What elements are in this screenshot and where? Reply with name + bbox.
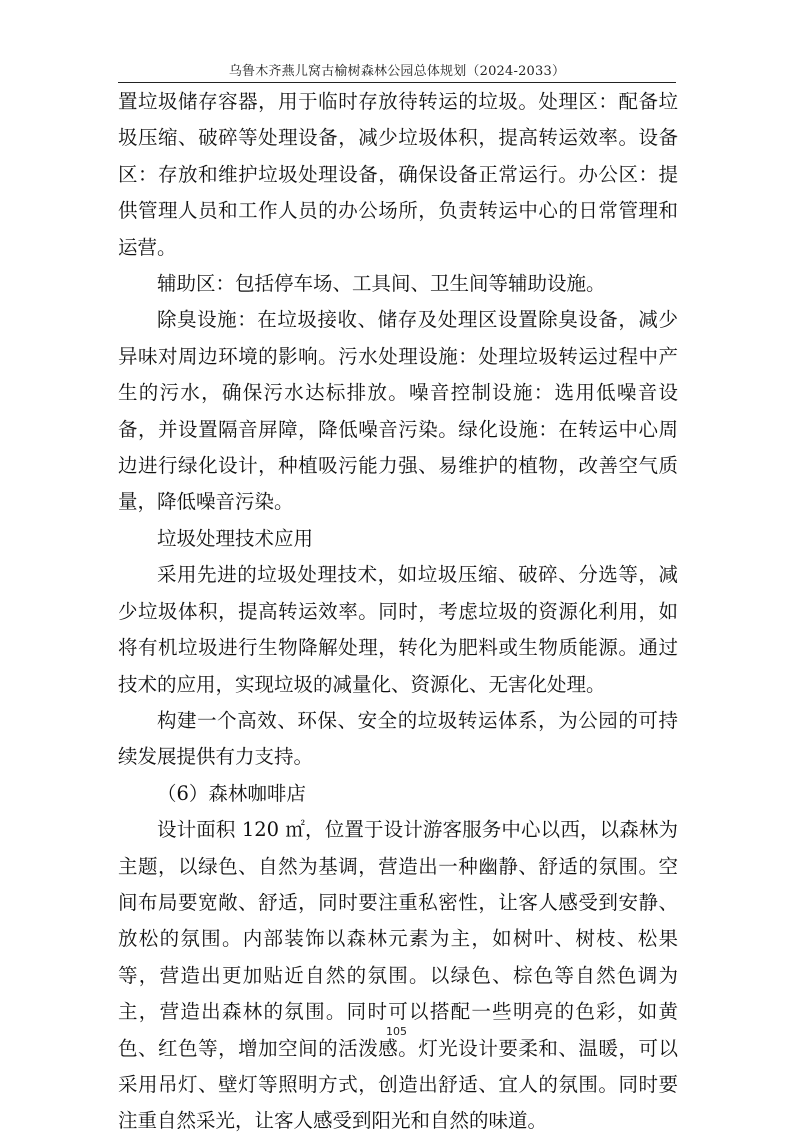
running-header: 乌鲁木齐燕儿窝古榆树森林公园总体规划（2024-2033） [228,64,566,79]
paragraph-environmental-facilities: 除臭设施：在垃圾接收、储存及处理区设置除臭设备，减少异味对周边环境的影响。污水处理设施：处理垃圾转运过程中产生的污水，确保污水达标排放。噪音控制设施：选用低噪音设备，并设置隔音屏障，降低噪音污染。绿化设施：在转运中心周边进行绿化设计，种植吸污能力强、易维护的植物，改善空气质量，降低噪音污染。 [118,308,678,514]
paragraph-forest-cafe-design: 设计面积 120 ㎡，位置于设计游客服务中心以西，以森林为主题，以绿色、自然为基调，营造出一种幽静、舒适的氛围。空间布局要宽敞、舒适，同时要注重私密性，让客人感受到安静、放松的氛围。内部装饰以森林元素为主，如树叶、树枝、松果等，营造出更加贴近自然的氛围。以绿色、棕色等自然色调为主，营造出森林的氛围。同时可以搭配一些明亮的色彩，如黄色、红色等，增加空间的活泼感。灯光设计要柔和、温暖，可以采用吊灯、壁灯等照明方式，创造出舒适、宜人的氛围。同时要注重自然采光，让客人感受到阳光和自然的味道。 [118,818,678,1133]
page-number: 105 [386,1025,407,1038]
paragraph-waste-treatment-technology: 采用先进的垃圾处理技术，如垃圾压缩、破碎、分选等，减少垃圾体积，提高转运效率。同时，考虑垃圾的资源化利用，如将有机垃圾进行生物降解处理，转化为肥料或生物质能源。通过技术的应用，实现垃圾的减量化、资源化、无害化处理。 [118,563,678,696]
body-text [118,84,678,1140]
paragraph-auxiliary-zone: 辅助区：包括停车场、工具间、卫生间等辅助设施。 [157,272,606,296]
header-rule [118,82,676,83]
paragraph-continued-facility-zones: 置垃圾储存容器，用于临时存放待转运的垃圾。处理区：配备垃圾压缩、破碎等处理设备，减少垃圾体积，提高转运效率。设备区：存放和维护垃圾处理设备，确保设备正常运行。办公区：提供管理人员和工作人员的办公场所，负责转运中心的日常管理和运营。 [118,90,678,259]
section-heading-forest-cafe: （6）森林咖啡店 [157,781,306,805]
subheading-waste-treatment-technology: 垃圾处理技术应用 [157,526,314,550]
paragraph-transfer-system-summary: 构建一个高效、环保、安全的垃圾转运体系，为公园的可持续发展提供有力支持。 [118,708,678,769]
